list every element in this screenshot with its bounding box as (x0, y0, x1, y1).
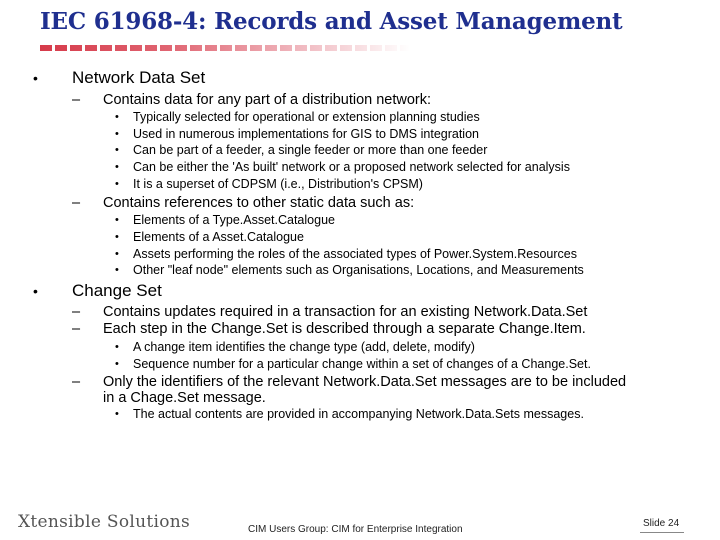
bullet-marker: • (115, 111, 119, 123)
list-item-level3: • It is a superset of CDPSM (i.e., Distribution's CPSM) (115, 177, 423, 191)
list-item-level3: • Can be part of a feeder, a single feeder or more than one feeder (115, 143, 488, 157)
bullet-marker: • (115, 358, 119, 370)
list-item-level2: – Contains data for any part of a distribution network: (72, 92, 432, 108)
list-item-level3: • Sequence number for a particular change within a set of changes of a Change.Set. (115, 357, 591, 371)
slide-number: Slide 24 (643, 518, 680, 529)
list-item-level3: • Elements of a Asset.Catalogue (115, 230, 304, 244)
list-item-level3: • A change item identifies the change type (add, delete, modify) (115, 340, 475, 354)
dash-marker: – (72, 374, 81, 390)
list-item-level3: • Used in numerous implementations for GIS to DMS integration (115, 127, 479, 141)
bullet-marker: • (115, 178, 119, 190)
bullet-marker: • (115, 144, 119, 156)
dash-marker: – (72, 321, 81, 337)
section-heading-network-data-set: • Network Data Set (33, 68, 206, 87)
company-logo: Xtensible Solutions (18, 512, 191, 532)
list-item-level3: • Other "leaf node" elements such as Organisations, Locations, and Measurements (115, 263, 584, 277)
dash-marker: – (72, 92, 81, 108)
list-item-level2: – Contains references to other static data such as: (72, 195, 415, 211)
list-item-level3: • Assets performing the roles of the associated types of Power.System.Resources (115, 247, 577, 261)
bullet-marker: • (33, 283, 38, 299)
footer-caption: CIM Users Group: CIM for Enterprise Integration (248, 524, 463, 535)
dash-marker: – (72, 304, 81, 320)
bullet-marker: • (115, 128, 119, 140)
list-item-level3: • Can be either the 'As built' network or a proposed network selected for analysis (115, 160, 570, 174)
bullet-marker: • (115, 161, 119, 173)
footer-rule (640, 532, 684, 533)
list-item-level2: – Only the identifiers of the relevant Network.Data.Set messages are to be included (72, 374, 627, 390)
dash-marker: – (72, 195, 81, 211)
list-item-level3: • Typically selected for operational or extension planning studies (115, 110, 480, 124)
title-divider (40, 45, 410, 51)
bullet-marker: • (115, 341, 119, 353)
list-item-level3: • The actual contents are provided in accompanying Network.Data.Sets messages. (115, 407, 584, 421)
bullet-marker: • (115, 231, 119, 243)
section-heading-change-set: • Change Set (33, 281, 162, 300)
list-item-level3: • Elements of a Type.Asset.Catalogue (115, 213, 335, 227)
list-item-level2-continuation: in a Chage.Set message. (103, 390, 266, 406)
bullet-marker: • (115, 408, 119, 420)
list-item-level2: – Each step in the Change.Set is described through a separate Change.Item. (72, 321, 586, 337)
bullet-marker: • (115, 214, 119, 226)
slide-title: IEC 61968-4: Records and Asset Management (40, 8, 623, 35)
bullet-marker: • (33, 70, 38, 86)
list-item-level2: – Contains updates required in a transaction for an existing Network.Data.Set (72, 304, 588, 320)
bullet-marker: • (115, 248, 119, 260)
bullet-marker: • (115, 264, 119, 276)
